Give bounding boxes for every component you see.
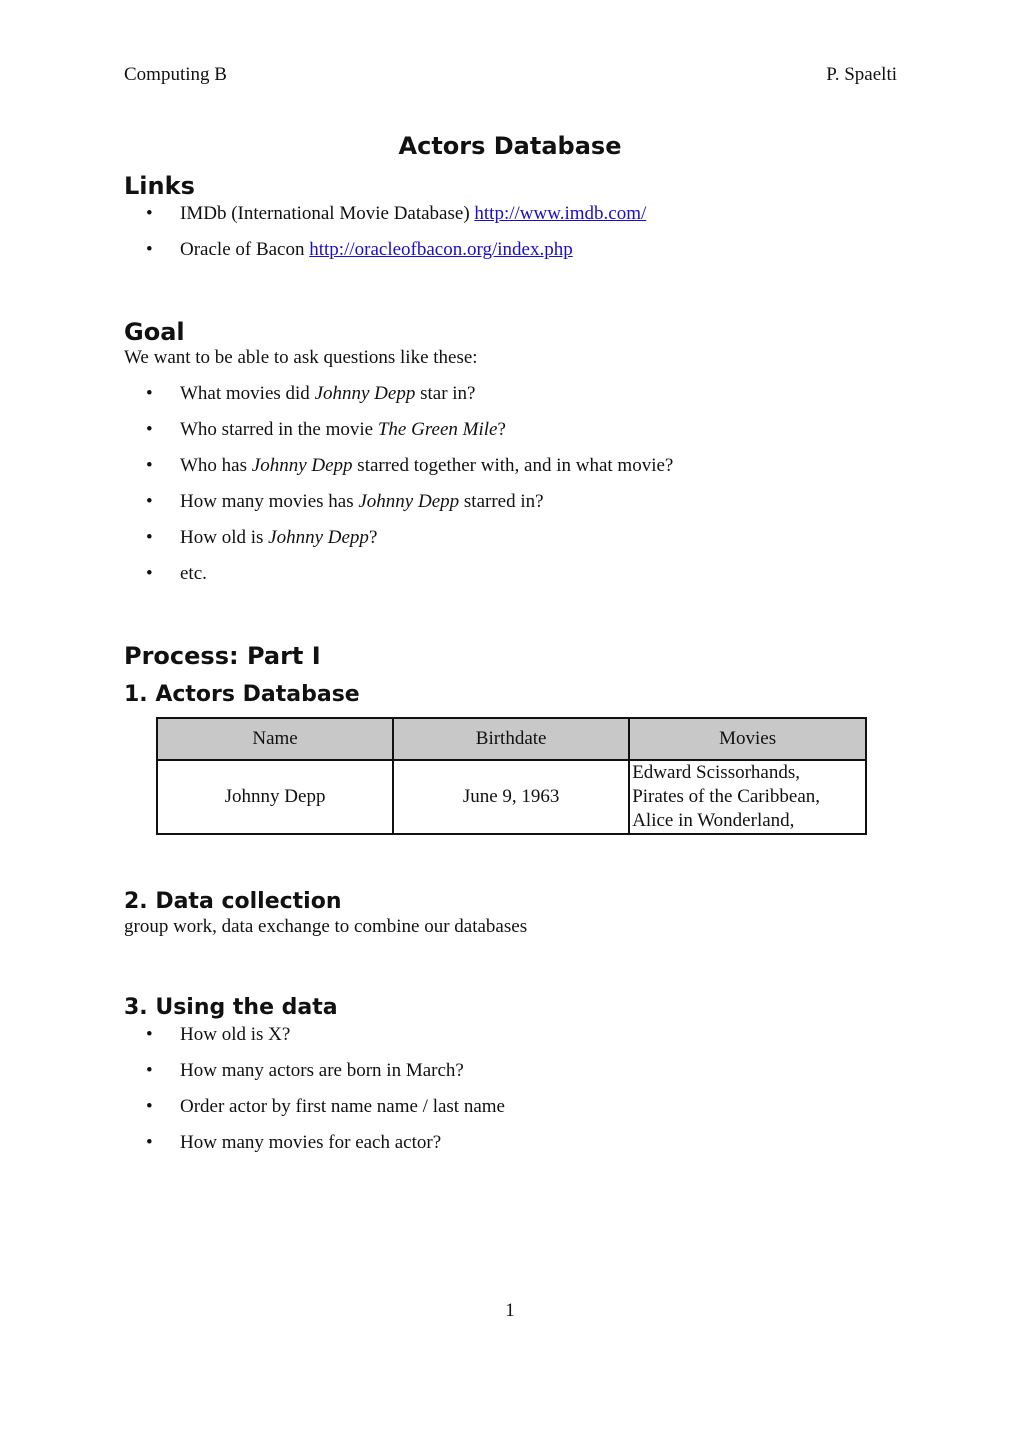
question-text: Who starred in the movie [180, 419, 378, 440]
list-item [124, 1059, 505, 1095]
header-course: Computing B [124, 64, 227, 85]
bullet-icon: • [146, 1132, 153, 1153]
usage-text: How many actors are born in March? [180, 1060, 464, 1081]
bullet-icon: • [146, 1024, 153, 1045]
usage-text: Order actor by first name name / last name [180, 1096, 505, 1117]
table-header-row [157, 718, 866, 760]
cell-movies [629, 760, 866, 834]
section-2-text: group work, data exchange to combine our databases [124, 916, 528, 937]
list-item [124, 454, 673, 490]
bullet-icon: • [146, 203, 153, 224]
question-emphasis: Johnny Depp [251, 455, 353, 476]
list-item [124, 1095, 505, 1131]
section-3-heading: 3. Using the data [124, 995, 338, 1020]
page-title: Actors Database [398, 132, 622, 160]
list-item [124, 418, 673, 454]
question-text: starred together with, and in what movie? [352, 455, 674, 476]
links-list [124, 202, 646, 274]
header-author: P. Spaelti [826, 64, 897, 85]
question-emphasis: Johnny Depp [268, 527, 369, 548]
bullet-icon: • [146, 1060, 153, 1081]
question-emphasis: The Green Mile [377, 419, 498, 440]
bullet-icon: • [146, 455, 153, 476]
cell-name: Johnny Depp [157, 760, 393, 834]
page-number: 1 [505, 1300, 515, 1321]
link-label: IMDb (International Movie Database) [180, 203, 475, 224]
question-text: What movies did [180, 383, 315, 404]
movie-item: Pirates of the Caribbean, [632, 786, 821, 807]
goal-list [124, 382, 673, 598]
goal-intro: We want to be able to ask questions like these: [124, 347, 478, 368]
process-heading: Process: Part I [124, 642, 321, 670]
usage-text: How many movies for each actor? [180, 1132, 442, 1153]
bullet-icon: • [146, 1096, 153, 1117]
bullet-icon: • [146, 491, 153, 512]
cell-birthdate: June 9, 1963 [393, 760, 629, 834]
table-row [157, 760, 866, 834]
oracle-of-bacon-link[interactable]: http://oracleofbacon.org/index.php [309, 239, 573, 260]
column-header-birthdate: Birthdate [393, 718, 629, 760]
bullet-icon: • [146, 239, 153, 260]
question-text: How many movies has [180, 491, 359, 512]
list-item [124, 382, 673, 418]
list-item [124, 562, 673, 598]
movie-item: Alice in Wonderland, [632, 810, 795, 831]
usage-list [124, 1023, 505, 1167]
question-text: star in? [415, 383, 476, 404]
list-item [124, 526, 673, 562]
imdb-link[interactable]: http://www.imdb.com/ [474, 203, 647, 224]
question-text: How old is [180, 527, 269, 548]
section-2-heading: 2. Data collection [124, 889, 342, 914]
question-text: ? [368, 527, 378, 548]
links-heading: Links [124, 172, 195, 200]
question-text: starred in? [459, 491, 544, 512]
list-item [124, 1023, 505, 1059]
bullet-icon: • [146, 563, 153, 584]
section-1-heading: 1. Actors Database [124, 682, 360, 707]
list-item [124, 1131, 505, 1167]
bullet-icon: • [146, 527, 153, 548]
question-text: Who has [180, 455, 252, 476]
goal-heading: Goal [124, 318, 185, 346]
movie-item: Edward Scissorhands, [632, 762, 800, 783]
bullet-icon: • [146, 383, 153, 404]
column-header-name: Name [157, 718, 393, 760]
question-text: etc. [180, 563, 207, 584]
usage-text: How old is X? [180, 1024, 291, 1045]
question-text: ? [497, 419, 506, 440]
question-emphasis: Johnny Depp [358, 491, 460, 512]
list-item [124, 490, 673, 526]
actors-table [156, 717, 867, 835]
bullet-icon: • [146, 419, 153, 440]
list-item [124, 238, 646, 274]
column-header-movies: Movies [629, 718, 866, 760]
question-emphasis: Johnny Depp [314, 383, 416, 404]
list-item [124, 202, 646, 238]
link-label: Oracle of Bacon [180, 239, 310, 260]
